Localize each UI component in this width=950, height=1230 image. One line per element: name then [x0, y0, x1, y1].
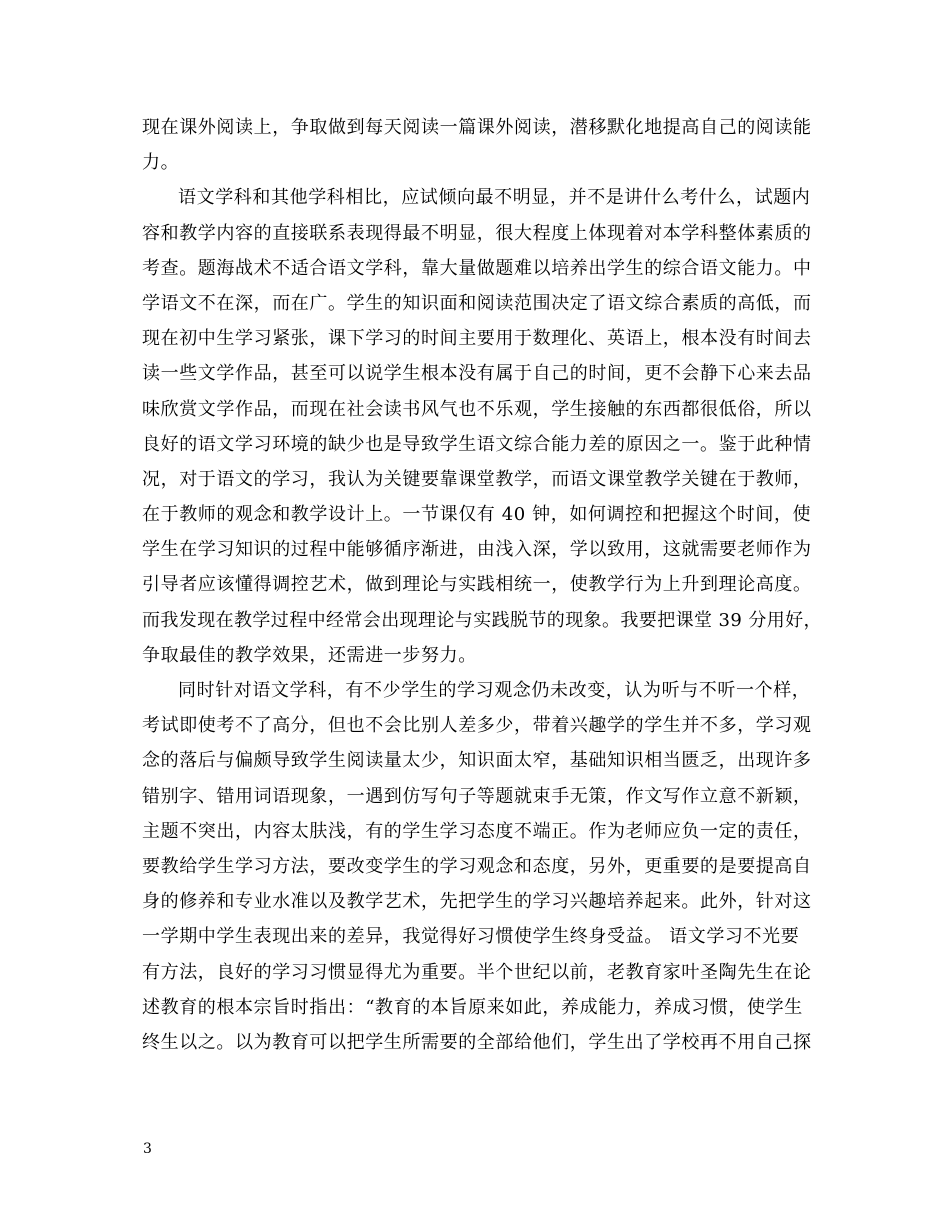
- text-line: 现在初中生学习紧张，课下学习的时间主要用于数理化、英语上，根本没有时间去: [142, 328, 812, 350]
- text-line: 考查。题海战术不适合语文学科，靠大量做题难以培养出学生的综合语文能力。中: [142, 257, 812, 279]
- text-line: 在于教师的观念和教学设计上。一节课仅有 40 钟，如何调控和把握这个时间，使: [142, 504, 812, 526]
- text-line: 主题不突出，内容太肤浅，有的学生学习态度不端正。作为老师应负一定的责任，: [142, 820, 812, 842]
- body-text: [142, 110, 822, 1060]
- text-line: 念的落后与偏颇导致学生阅读量太少，知识面太窄，基础知识相当匮乏，出现许多: [142, 750, 812, 772]
- text-line: 而我发现在教学过程中经常会出现理论与实践脱节的现象。我要把课堂 39 分用好，: [142, 609, 822, 631]
- text-line: 一学期中学生表现出来的差异，我觉得好习惯使学生终身受益。 语文学习不光要: [142, 926, 800, 948]
- text-line: 现在课外阅读上，争取做到每天阅读一篇课外阅读，潜移默化地提高自己的阅读能: [142, 117, 812, 138]
- text-line: 终生以之。以为教育可以把学生所需要的全部给他们，学生出了学校再不用自己探: [142, 1031, 812, 1053]
- text-line: 况，对于语文的学习，我认为关键要靠课堂教学，而语文课堂教学关键在于教师，: [142, 468, 812, 490]
- text-line: 考试即使考不了高分，但也不会比别人差多少，带着兴趣学的学生并不多，学习观: [142, 715, 812, 737]
- text-line: 要教给学生学习方法，要改变学生的学习观念和态度，另外，更重要的是要提高自: [142, 855, 812, 877]
- text-line: 争取最佳的教学效果，还需进一步努力。: [142, 644, 477, 666]
- text-line: 味欣赏文学作品，而现在社会读书风气也不乐观，学生接触的东西都很低俗，所以: [142, 398, 812, 420]
- page-number: 3: [143, 1141, 152, 1157]
- text-line: 错别字、错用词语现象，一遇到仿写句子等题就束手无策，作文写作立意不新颖，: [142, 785, 812, 807]
- text-line: 语文学科和其他学科相比，应试倾向最不明显，并不是讲什么考什么，试题内: [178, 187, 811, 209]
- text-line: 引导者应该懂得调控艺术，做到理论与实践相统一，使教学行为上升到理论高度。: [142, 574, 812, 596]
- text-line: 同时针对语文学科，有不少学生的学习观念仍未改变，认为听与不听一个样，: [178, 680, 811, 701]
- text-line: 读一些文学作品，甚至可以说学生根本没有属于自己的时间，更不会静下心来去品: [142, 363, 812, 385]
- text-line: 力。: [142, 152, 180, 174]
- text-line: 有方法，良好的学习习惯显得尤为重要。半个世纪以前，老教育家叶圣陶先生在论: [142, 961, 812, 983]
- text-line: 学语文不在深，而在广。学生的知识面和阅读范围决定了语文综合素质的高低，而: [142, 292, 812, 314]
- text-line: 良好的语文学习环境的缺少也是导致学生语文综合能力差的原因之一。鉴于此种情: [142, 433, 812, 455]
- text-line: 容和教学内容的直接联系表现得最不明显，很大程度上体现着对本学科整体素质的: [142, 222, 812, 244]
- text-line: 身的修养和专业水准以及教学艺术，先把学生的学习兴趣培养起来。此外，针对这: [142, 891, 812, 913]
- text-line: 述教育的根本宗旨时指出：“教育的本旨原来如此，养成能力，养成习惯，使学生: [142, 996, 803, 1018]
- text-line: 学生在学习知识的过程中能够循序渐进，由浅入深，学以致用，这就需要老师作为: [142, 539, 812, 561]
